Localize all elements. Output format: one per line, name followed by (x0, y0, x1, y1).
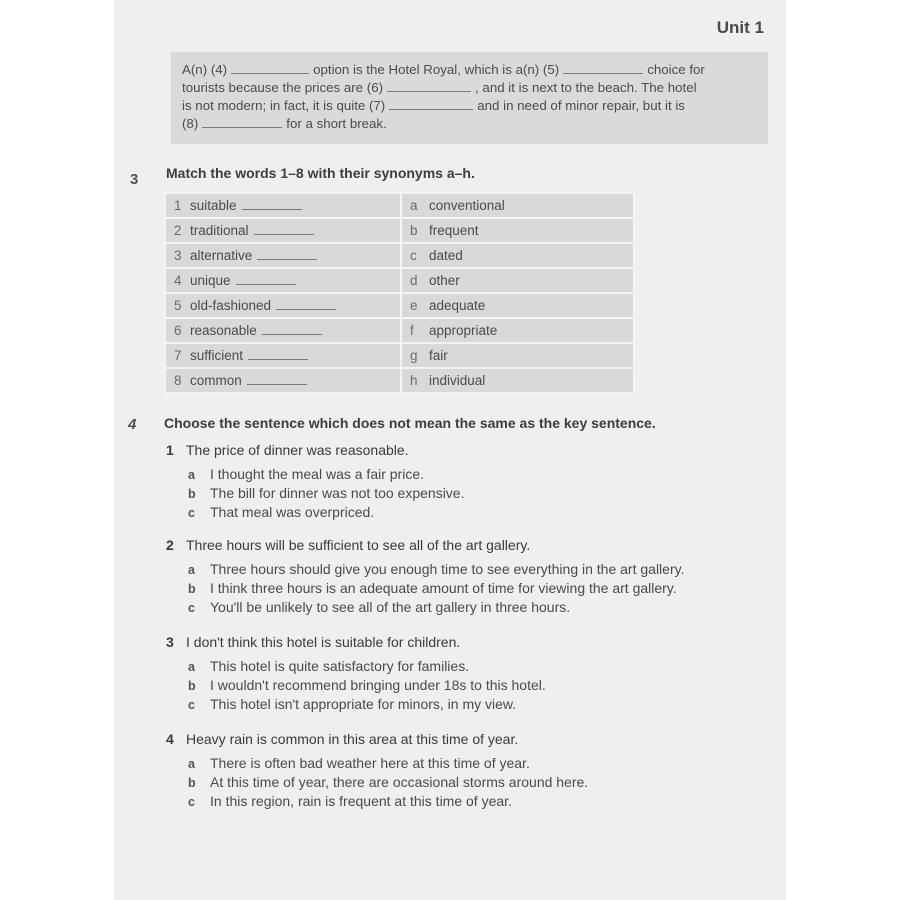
word-number: 5 (174, 298, 182, 313)
synonym-letter: a (410, 198, 418, 213)
match-answer-blank[interactable] (248, 349, 308, 360)
match-answer-blank[interactable] (242, 199, 302, 210)
table-row (165, 243, 634, 268)
synonym-letter: c (410, 248, 417, 263)
answer-option[interactable] (188, 504, 374, 520)
table-row (165, 318, 634, 343)
answer-option[interactable] (188, 658, 469, 674)
passage-text: tourists because the prices are (6) (182, 80, 384, 95)
word-number: 8 (174, 373, 182, 388)
answer-option[interactable] (188, 561, 684, 577)
match-answer-blank[interactable] (257, 249, 317, 260)
synonym-text: fair (429, 348, 448, 363)
title-text: mean the same as the key sentence. (410, 415, 656, 431)
option-letter: b (188, 487, 196, 501)
workbook-page (114, 0, 786, 900)
question-number: 1 (166, 442, 174, 458)
answer-option[interactable] (188, 755, 530, 771)
synonym-cell (401, 218, 634, 243)
match-answer-blank[interactable] (276, 299, 336, 310)
question-text: I don't think this hotel is suitable for children. (186, 634, 461, 650)
answer-option[interactable] (188, 677, 546, 693)
answer-blank-8[interactable] (202, 115, 282, 128)
table-row (165, 368, 634, 393)
option-text: This hotel isn't appropriate for minors, in my view. (210, 696, 517, 712)
option-letter: a (188, 757, 195, 771)
word-number: 6 (174, 323, 182, 338)
synonym-text: individual (429, 373, 486, 388)
unit-label: Unit 1 (716, 18, 764, 37)
passage-line-2 (182, 79, 756, 97)
word-text: alternative (190, 248, 253, 263)
passage-text: A(n) (4) (182, 62, 228, 77)
synonym-letter: b (410, 223, 418, 238)
option-text: I think three hours is an adequate amount of time for viewing the art gallery. (210, 580, 677, 596)
answer-option[interactable] (188, 793, 512, 809)
passage-text: and in need of minor repair, but it is (477, 98, 685, 113)
option-letter: c (188, 698, 195, 712)
matching-table (164, 192, 635, 394)
question (166, 442, 409, 458)
option-letter: a (188, 660, 195, 674)
answer-option[interactable] (188, 774, 588, 790)
option-text: That meal was overpriced. (210, 504, 375, 520)
synonym-text: conventional (429, 198, 505, 213)
option-text: There is often bad weather here at this time of year. (210, 755, 530, 771)
synonym-text: frequent (429, 223, 479, 238)
passage-line-3 (182, 97, 756, 115)
table-row (165, 218, 634, 243)
option-text: You'll be unlikely to see all of the art gallery in three hours. (210, 599, 571, 615)
option-text: In this region, rain is frequent at this time of year. (210, 793, 512, 809)
synonym-cell (401, 343, 634, 368)
title-emphasis: not (388, 415, 411, 431)
question (166, 537, 530, 553)
option-letter: a (188, 468, 195, 482)
word-text: unique (190, 273, 231, 288)
option-letter: b (188, 776, 196, 790)
match-answer-blank[interactable] (247, 374, 307, 385)
exercise-4-number: 4 (128, 416, 137, 433)
match-answer-blank[interactable] (262, 324, 322, 335)
passage-text: is not modern; in fact, it is quite (7) (182, 98, 386, 113)
question-text: The price of dinner was reasonable. (186, 442, 409, 458)
synonym-letter: d (410, 273, 418, 288)
question-number: 2 (166, 537, 174, 553)
passage-text: option is the Hotel Royal, which is a(n) (5) (313, 62, 560, 77)
option-letter: c (188, 506, 195, 520)
answer-option[interactable] (188, 696, 516, 712)
option-letter: c (188, 601, 195, 615)
word-cell (165, 268, 401, 293)
table-row (165, 193, 634, 218)
word-number: 4 (174, 273, 182, 288)
answer-option[interactable] (188, 580, 677, 596)
word-text: reasonable (190, 323, 257, 338)
word-cell (165, 318, 401, 343)
exercise-3-title: Match the words 1–8 with their synonyms a–h. (166, 165, 475, 181)
table-row (165, 293, 634, 318)
question-number: 3 (166, 634, 174, 650)
title-text: Choose the sentence which does (164, 415, 389, 431)
word-text: old-fashioned (190, 298, 272, 313)
question-text: Heavy rain is common in this area at this time of year. (186, 731, 519, 747)
synonym-letter: f (410, 323, 414, 338)
synonym-cell (401, 318, 634, 343)
synonym-letter: e (410, 298, 418, 313)
match-answer-blank[interactable] (236, 274, 296, 285)
word-cell (165, 218, 401, 243)
exercise-3-number: 3 (130, 171, 139, 188)
word-number: 7 (174, 348, 182, 363)
option-text: This hotel is quite satisfactory for families. (210, 658, 470, 674)
synonym-cell (401, 293, 634, 318)
synonym-text: dated (429, 248, 463, 263)
synonym-letter: g (410, 348, 418, 363)
question (166, 634, 460, 650)
passage-box (171, 52, 768, 144)
synonym-text: appropriate (429, 323, 498, 338)
answer-option[interactable] (188, 485, 464, 501)
word-text: traditional (190, 223, 249, 238)
word-cell (165, 293, 401, 318)
synonym-cell (401, 368, 634, 393)
word-cell (165, 368, 401, 393)
option-letter: a (188, 563, 195, 577)
exercise-4-title (164, 415, 656, 431)
answer-option[interactable] (188, 466, 424, 482)
synonym-cell (401, 243, 634, 268)
answer-option[interactable] (188, 599, 570, 615)
option-letter: c (188, 795, 195, 809)
word-text: sufficient (190, 348, 244, 363)
word-number: 2 (174, 223, 182, 238)
word-cell (165, 193, 401, 218)
passage-text: (8) (182, 116, 199, 131)
option-letter: b (188, 582, 196, 596)
answer-blank-7[interactable] (389, 97, 473, 110)
question (166, 731, 518, 747)
answer-blank-5[interactable] (563, 61, 643, 74)
option-text: Three hours should give you enough time to see everything in the art gallery. (210, 561, 685, 577)
question-number: 4 (166, 731, 174, 747)
match-answer-blank[interactable] (254, 224, 314, 235)
passage-text: choice for (647, 62, 705, 77)
option-letter: b (188, 679, 196, 693)
synonym-text: other (429, 273, 460, 288)
synonym-cell (401, 193, 634, 218)
option-text: I wouldn't recommend bringing under 18s to this hotel. (210, 677, 546, 693)
word-text: common (190, 373, 242, 388)
passage-text: for a short break. (286, 116, 387, 131)
table-row (165, 343, 634, 368)
word-number: 3 (174, 248, 182, 263)
passage-line-1 (182, 61, 756, 79)
synonym-text: adequate (429, 298, 486, 313)
answer-blank-6[interactable] (387, 79, 471, 92)
answer-blank-4[interactable] (231, 61, 309, 74)
word-cell (165, 243, 401, 268)
question-text: Three hours will be sufficient to see all of the art gallery. (186, 537, 531, 553)
word-cell (165, 343, 401, 368)
passage-text: , and it is next to the beach. The hotel (475, 80, 697, 95)
option-text: I thought the meal was a fair price. (210, 466, 424, 482)
passage-line-4 (182, 115, 756, 133)
word-text: suitable (190, 198, 237, 213)
table-row (165, 268, 634, 293)
word-number: 1 (174, 198, 182, 213)
synonym-cell (401, 268, 634, 293)
option-text: At this time of year, there are occasional storms around here. (210, 774, 589, 790)
synonym-letter: h (410, 373, 418, 388)
option-text: The bill for dinner was not too expensive. (210, 485, 465, 501)
